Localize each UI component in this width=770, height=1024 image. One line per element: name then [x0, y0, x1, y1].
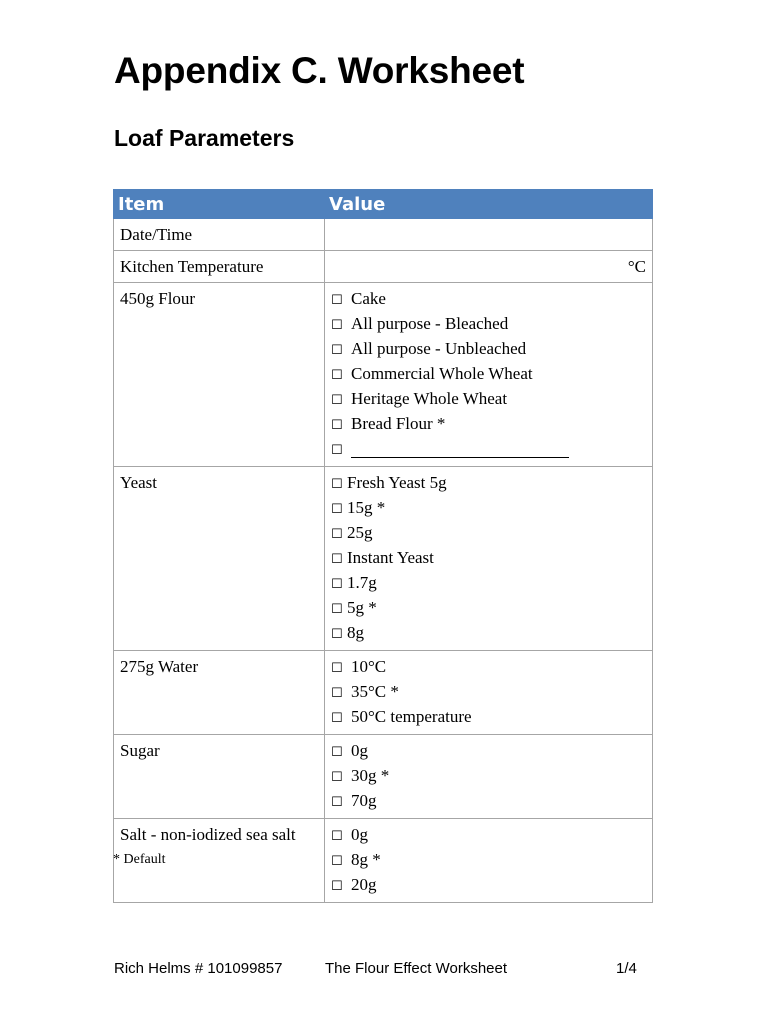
- row-item-salt: Salt - non-iodized sea salt: [114, 819, 325, 903]
- salt-option-20g[interactable]: ☐ 20g: [331, 873, 646, 898]
- checkbox-icon[interactable]: ☐: [331, 770, 343, 785]
- footer-page-number: 1/4: [616, 960, 637, 977]
- date-time-value-field[interactable]: [325, 219, 653, 251]
- checkbox-icon[interactable]: ☐: [331, 368, 343, 383]
- checkbox-icon[interactable]: ☐: [331, 477, 343, 492]
- header-item: Item: [114, 190, 325, 219]
- flour-option-heritage-whole-wheat[interactable]: ☐ Heritage Whole Wheat: [331, 387, 646, 412]
- checkbox-icon[interactable]: ☐: [331, 711, 343, 726]
- checkbox-icon[interactable]: ☐: [331, 343, 343, 358]
- yeast-option-instant[interactable]: ☐ Instant Yeast: [331, 546, 646, 571]
- checkbox-icon[interactable]: ☐: [331, 661, 343, 676]
- checkbox-icon[interactable]: ☐: [331, 393, 343, 408]
- temperature-unit: °C: [627, 257, 646, 276]
- checkbox-icon[interactable]: ☐: [331, 418, 343, 433]
- flour-option-commercial-whole-wheat[interactable]: ☐ Commercial Whole Wheat: [331, 362, 646, 387]
- section-subtitle: Loaf Parameters: [114, 125, 295, 151]
- footer-author: Rich Helms # 101099857: [114, 960, 283, 977]
- kitchen-temperature-value-field[interactable]: [325, 251, 653, 283]
- checkbox-icon[interactable]: ☐: [331, 602, 343, 617]
- salt-option-0g[interactable]: ☐ 0g: [331, 823, 646, 848]
- checkbox-icon[interactable]: ☐: [331, 829, 343, 844]
- table-row: [114, 819, 653, 903]
- water-option-10c[interactable]: ☐ 10°C: [331, 655, 646, 680]
- checkbox-icon[interactable]: ☐: [331, 686, 343, 701]
- yeast-option-fresh-25g[interactable]: ☐ 25g: [331, 521, 646, 546]
- checkbox-icon[interactable]: ☐: [331, 293, 343, 308]
- checkbox-icon[interactable]: ☐: [331, 879, 343, 894]
- checkbox-icon[interactable]: ☐: [331, 502, 343, 517]
- sugar-option-0g[interactable]: ☐ 0g: [331, 739, 646, 764]
- yeast-option-fresh-5g[interactable]: ☐ Fresh Yeast 5g: [331, 471, 646, 496]
- row-item-flour: 450g Flour: [114, 283, 325, 467]
- checkbox-icon[interactable]: ☐: [331, 318, 343, 333]
- table-row: [114, 735, 653, 819]
- flour-options: [325, 283, 653, 467]
- yeast-option-instant-8g[interactable]: ☐ 8g: [331, 621, 646, 646]
- salt-option-8g[interactable]: ☐ 8g *: [331, 848, 646, 873]
- table-row: [114, 467, 653, 651]
- sugar-option-70g[interactable]: ☐ 70g: [331, 789, 646, 814]
- checkbox-icon[interactable]: ☐: [331, 443, 343, 458]
- flour-option-other[interactable]: [331, 437, 646, 462]
- page-title: Appendix C. Worksheet: [114, 50, 525, 91]
- table-row: [114, 651, 653, 735]
- yeast-option-fresh-15g[interactable]: ☐ 15g *: [331, 496, 646, 521]
- flour-option-cake[interactable]: ☐ Cake: [331, 287, 646, 312]
- checkbox-icon[interactable]: ☐: [331, 854, 343, 869]
- row-item-date-time: Date/Time: [114, 219, 325, 251]
- table-row: [114, 251, 653, 283]
- checkbox-icon[interactable]: ☐: [331, 745, 343, 760]
- row-item-water: 275g Water: [114, 651, 325, 735]
- water-option-35c[interactable]: ☐ 35°C *: [331, 680, 646, 705]
- table-row: [114, 283, 653, 467]
- checkbox-icon[interactable]: ☐: [331, 552, 343, 567]
- yeast-option-instant-1-7g[interactable]: ☐ 1.7g: [331, 571, 646, 596]
- flour-other-blank-field[interactable]: [351, 443, 569, 458]
- yeast-option-instant-5g[interactable]: ☐ 5g *: [331, 596, 646, 621]
- row-item-sugar: Sugar: [114, 735, 325, 819]
- flour-option-ap-unbleached[interactable]: ☐ All purpose - Unbleached: [331, 337, 646, 362]
- checkbox-icon[interactable]: ☐: [331, 577, 343, 592]
- sugar-options: [325, 735, 653, 819]
- sugar-option-30g[interactable]: ☐ 30g *: [331, 764, 646, 789]
- flour-option-bread-flour[interactable]: ☐ Bread Flour *: [331, 412, 646, 437]
- row-item-yeast: Yeast: [114, 467, 325, 651]
- table-row: [114, 219, 653, 251]
- worksheet-table: [113, 189, 653, 903]
- row-item-kitchen-temperature: Kitchen Temperature: [114, 251, 325, 283]
- water-option-50c[interactable]: ☐ 50°C temperature: [331, 705, 646, 730]
- footer-doc-title: The Flour Effect Worksheet: [325, 960, 508, 977]
- checkbox-icon[interactable]: ☐: [331, 795, 343, 810]
- default-footnote: * Default: [113, 852, 166, 867]
- water-options: [325, 651, 653, 735]
- yeast-options: [325, 467, 653, 651]
- checkbox-icon[interactable]: ☐: [331, 627, 343, 642]
- flour-option-ap-bleached[interactable]: ☐ All purpose - Bleached: [331, 312, 646, 337]
- table-header-row: [114, 190, 653, 219]
- checkbox-icon[interactable]: ☐: [331, 527, 343, 542]
- header-value: Value: [325, 190, 653, 219]
- salt-options: [325, 819, 653, 903]
